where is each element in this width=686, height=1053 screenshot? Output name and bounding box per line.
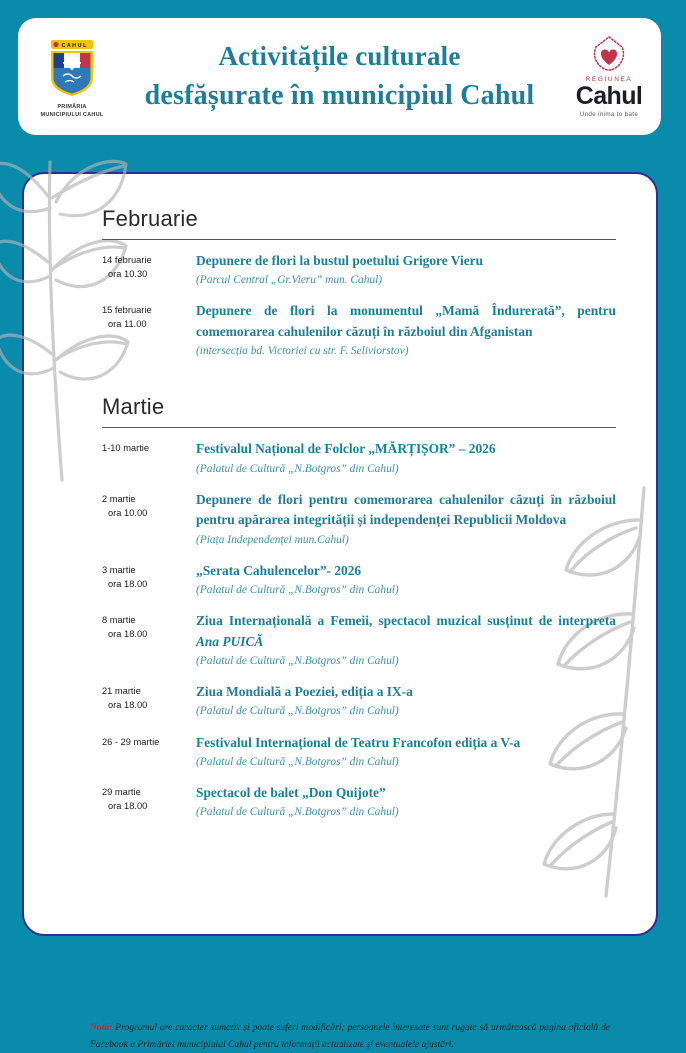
header-banner xyxy=(18,18,661,135)
event-title-with-emphasis xyxy=(196,611,616,652)
event-venue: (Palatul de Cultură „N.Botgros” din Cahul) xyxy=(196,806,399,819)
footer-note-label: Notă: xyxy=(90,1022,113,1033)
event-body xyxy=(194,439,616,477)
primaria-caption-line1: PRIMĂRIA xyxy=(57,103,87,110)
event-title-emphasis: Ana PUICĂ xyxy=(196,633,264,649)
event-body xyxy=(194,783,616,821)
event-date: 14 februarie xyxy=(102,255,152,265)
event-when xyxy=(102,301,194,332)
event-venue: (Palatul de Cultură „N.Botgros” din Cahul) xyxy=(196,584,399,597)
page-title xyxy=(126,37,557,115)
event-venue: (Palatul de Cultură „N.Botgros” din Cahul) xyxy=(196,654,399,667)
section-divider xyxy=(102,239,616,240)
program-card xyxy=(22,172,658,1050)
event-when xyxy=(102,439,194,456)
event-item xyxy=(102,682,616,720)
event-venue: (Piața Independenței mun.Cahul) xyxy=(196,533,349,546)
program-content xyxy=(24,174,656,821)
section-month-heading: Februarie xyxy=(102,206,198,231)
event-item xyxy=(102,733,616,771)
event-date: 15 februarie xyxy=(102,305,152,316)
event-date: 26 - 29 martie xyxy=(102,736,160,747)
event-when xyxy=(102,490,194,521)
event-when xyxy=(102,251,194,282)
event-body xyxy=(194,490,616,549)
event-title: Festivalul Internațional de Teatru Francofon ediția a V-a xyxy=(196,734,521,750)
event-time: ora 10.00 xyxy=(108,507,148,518)
event-date: 29 martie xyxy=(102,787,141,797)
section-spacer xyxy=(102,372,616,394)
event-time: ora 11.00 xyxy=(108,319,147,330)
event-date: 2 martie xyxy=(102,493,136,504)
section-month-heading: Martie xyxy=(102,394,165,420)
event-date: 3 martie xyxy=(102,564,136,575)
event-item xyxy=(102,251,616,289)
cahul-coat-of-arms-icon xyxy=(47,38,97,98)
section-februarie xyxy=(102,206,616,360)
event-item xyxy=(102,490,616,549)
event-time: ora 10.30 xyxy=(108,268,148,279)
event-item xyxy=(102,561,616,599)
event-title: Festivalul Național de Folclor „MĂRȚIȘOR” – 2026 xyxy=(196,441,496,457)
event-body xyxy=(194,682,616,720)
event-item xyxy=(102,301,616,360)
event-list-martie xyxy=(102,439,616,821)
page-title-line2: desfășurate în municipiul Cahul xyxy=(144,79,535,111)
event-date: 21 martie xyxy=(102,686,141,697)
event-item xyxy=(102,783,616,821)
event-title: Depunere de flori pentru comemorarea cahulenilor căzuți în războiul pentru apărarea integrității și independenței Republicii Moldova xyxy=(196,491,616,528)
event-body xyxy=(194,301,616,360)
event-time: ora 18.00 xyxy=(108,800,148,811)
event-venue: (Palatul de Cultură „N.Botgros” din Cahul) xyxy=(196,462,399,475)
event-when xyxy=(102,682,194,713)
primaria-logo-caption xyxy=(41,103,104,119)
page-title-line1: Activitățile culturale xyxy=(218,41,461,72)
footer-note xyxy=(90,1020,610,1053)
section-martie xyxy=(102,394,616,821)
event-time: ora 18.00 xyxy=(108,699,148,710)
regiunea-name: Cahul xyxy=(575,82,643,110)
event-title: Depunere de flori la monumentul „Mamă Îndurerată”, pentru comemorarea cahulenilor căzuți în războiul din Afganistan xyxy=(196,303,616,339)
regiunea-tagline: Unde inima to bate xyxy=(579,111,639,118)
event-when xyxy=(102,783,194,814)
event-list-februarie xyxy=(102,251,616,360)
event-time: ora 18.00 xyxy=(108,629,148,640)
event-body xyxy=(194,251,616,289)
event-title: Spectacol de balet „Don Quijote” xyxy=(196,785,386,800)
primaria-caption-line2: MUNICIPIULUI CAHUL xyxy=(40,112,104,118)
footer-note-text: Programul are caracter sumativ și poate suferi modificări; persoanele interesate sunt rugate să urmărească pagina oficială de Facebook a Primăriei municipiului Cahul pentru informații actualizate și eventualele ajustări. xyxy=(90,1022,610,1050)
primaria-logo xyxy=(18,18,126,135)
svg-text:C A H U L: C A H U L xyxy=(61,42,87,49)
event-when xyxy=(102,611,194,642)
event-title: Depunere de flori la bustul poetului Grigore Vieru xyxy=(196,253,484,268)
event-venue: (intersecția bd. Victoriei cu str. F. Seliviorstov) xyxy=(196,345,409,358)
event-date: 8 martie xyxy=(102,615,136,626)
regiunea-label: REGIUNEA xyxy=(585,76,633,83)
event-venue: (Palatul de Cultură „N.Botgros” din Cahul) xyxy=(196,705,399,718)
event-venue: (Palatul de Cultură „N.Botgros” din Cahul) xyxy=(196,755,399,768)
regiunea-cahul-heart-icon xyxy=(586,35,632,75)
event-body xyxy=(194,561,616,599)
event-item xyxy=(102,439,616,477)
event-body xyxy=(194,733,616,771)
event-body xyxy=(194,611,616,670)
regiunea-cahul-logo xyxy=(557,18,661,135)
event-title: „Serata Cahulencelor”- 2026 xyxy=(196,562,362,578)
event-time: ora 18.00 xyxy=(108,578,148,589)
section-divider xyxy=(102,427,616,428)
event-title-text: Ziua Internațională a Femeii, spectacol muzical susținut de interpreta xyxy=(196,613,616,629)
event-when xyxy=(102,733,194,750)
event-venue: (Parcul Central „Gr.Vieru” mun. Cahul) xyxy=(196,274,383,287)
event-item xyxy=(102,611,616,670)
event-when xyxy=(102,561,194,592)
event-date: 1-10 martie xyxy=(102,443,150,454)
event-title: Ziua Mondială a Poeziei, ediția a IX-a xyxy=(196,684,413,700)
